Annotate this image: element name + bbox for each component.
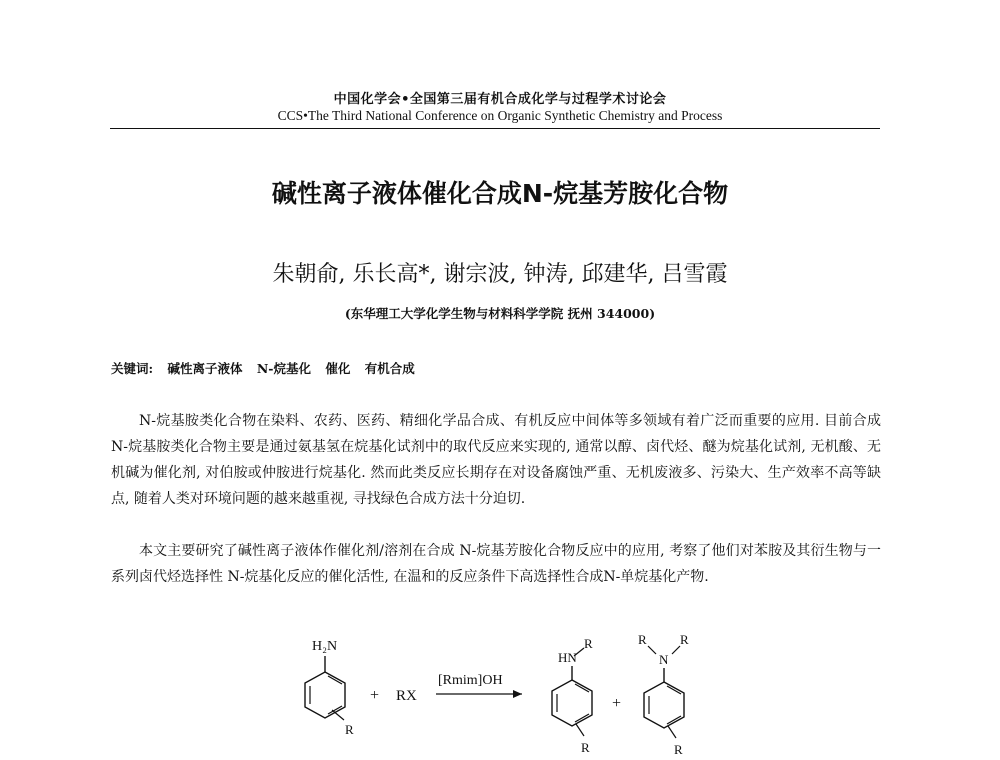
product2-alkyl: R xyxy=(680,632,689,647)
reaction-arrow xyxy=(436,673,522,698)
keyword-item: 有机合成 xyxy=(364,361,415,376)
keyword-item: 催化 xyxy=(325,361,351,376)
reactant-amine-label: H₂N xyxy=(312,639,338,654)
product2-alkyl-bond xyxy=(648,646,656,654)
plus-sign: + xyxy=(612,695,622,712)
body-paragraph-2: 本文主要研究了碱性离子液体作催化剂/溶剂在合成 N-烷基芳胺化合物反应中的应用, 考察了他们对苯胺及其衍生物与一系列卤代烃选择性 N-烷基化反应的催化活性, 在温和的反应条件下高选择性合成N-单烷基化产物. xyxy=(111,543,881,585)
product2-alkyl: R xyxy=(638,632,647,647)
product1-benzene-ring xyxy=(552,680,592,726)
keyword-item: 碱性离子液体 xyxy=(167,361,243,376)
product1-amine-label: HN xyxy=(558,650,577,665)
paper-title: 碱性离子液体催化合成N-烷基芳胺化合物 xyxy=(271,179,729,208)
reactant-benzene-ring xyxy=(305,672,345,718)
product2-substituent-bond xyxy=(668,726,676,738)
reaction-scheme-svg xyxy=(270,628,730,760)
header-rule xyxy=(110,128,880,129)
arrow-head xyxy=(513,690,522,698)
reactant-aniline xyxy=(305,639,354,737)
keyword-item: N-烷基化 xyxy=(256,361,311,376)
product2-benzene-ring xyxy=(644,682,684,728)
reactant-ring-substituent: R xyxy=(345,722,354,737)
catalyst-label: [Rmim]OH xyxy=(438,673,503,688)
product1-substituent-bond xyxy=(576,724,584,736)
product-mono-alkyl xyxy=(552,636,593,755)
keywords xyxy=(111,359,891,377)
product2-ring-substituent: R xyxy=(674,742,683,757)
reaction-scheme xyxy=(270,628,730,760)
author-list: 朱朝俞, 乐长高*, 谢宗波, 钟涛, 邱建华, 吕雪霞 xyxy=(272,262,728,287)
product-di-alkyl xyxy=(638,632,689,757)
affiliation: (东华理工大学化学生物与材料科学学院 抚州 344000) xyxy=(344,306,656,321)
plus-sign: + xyxy=(370,687,380,704)
product1-ring-substituent: R xyxy=(581,740,590,755)
product2-nitrogen: N xyxy=(659,652,669,667)
conference-title-en: CCS•The Third National Conference on Organic Synthetic Chemistry and Process xyxy=(277,108,723,123)
product1-alkyl: R xyxy=(584,636,593,651)
keywords-label: 关键词: xyxy=(111,361,154,376)
body-paragraph-1: N-烷基胺类化合物在染料、农药、医药、精细化学品合成、有机反应中间体等多领域有着广泛而重要的应用. 目前合成N-烷基胺类化合物主要是通过氨基氢在烷基化试剂中的取代反应来实现的, 通常以醇、卤代烃、醚为烷基化试剂, 无机酸、无机碱为催化剂, 对伯胺或仲胺进行烷基化. 然而此类反应长期存在对设备腐蚀严重、无机废液多、污染大、生产效率不高等缺点, 随着人类对环境问题的越来越重视, 寻找绿色合成方法十分迫切. xyxy=(111,413,881,507)
product2-alkyl-bond xyxy=(672,646,680,654)
reagent-rx: RX xyxy=(396,688,417,704)
conference-title-cn: 中国化学会•全国第三届有机合成化学与过程学术讨论会 xyxy=(333,92,667,107)
